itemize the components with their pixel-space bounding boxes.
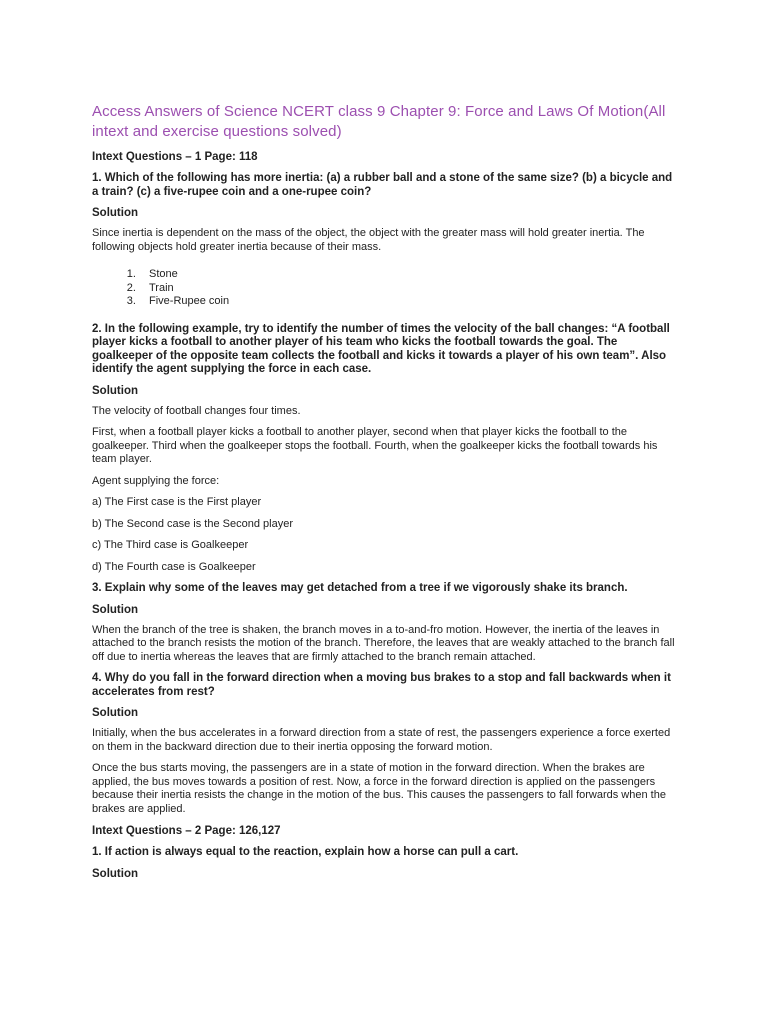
solution-label: Solution <box>92 867 138 880</box>
solution-label: Solution <box>92 384 138 397</box>
question-1: 1. Which of the following has more inertia: (a) a rubber ball and a stone of the same size? (b) a bicycle and a train? (c) a five-rupee coin and a one-rupee coin? <box>92 172 673 198</box>
solution-label: Solution <box>92 207 138 219</box>
answer-1: Since inertia is dependent on the mass of the object, the object with the greater mass will hold greater inertia. The following objects hold greater inertia because of their mass. <box>92 227 645 253</box>
answer-2-paragraph: b) The Second case is the Second player <box>92 517 293 530</box>
answer-2-paragraph: The velocity of football changes four times. <box>92 404 301 417</box>
section-heading-intext-2: Intext Questions – 2 Page: 126,127 <box>92 825 281 837</box>
list-item: 3. Five-Rupee coin <box>139 295 676 309</box>
question-4: 4. Why do you fall in the forward direction when a moving bus brakes to a stop and fall backwards when it accelerates from rest? <box>92 672 671 698</box>
answer-2-paragraph: a) The First case is the First player <box>92 496 262 508</box>
list-item: 1. Stone <box>139 268 676 282</box>
answer-2-paragraph: d) The Fourth case is Goalkeeper <box>92 560 256 573</box>
question-3: 3. Explain why some of the leaves may get detached from a tree if we vigorously shake its branch. <box>92 582 628 594</box>
answer-4-paragraph: Initially, when the bus accelerates in a forward direction from a state of rest, the passengers experience a force exerted on them in the backward direction due to their inertia opposing the forward motion. <box>92 727 671 753</box>
answer-1-list <box>92 268 676 309</box>
list-item: 2. Train <box>139 282 676 296</box>
answer-2-paragraph: c) The Third case is Goalkeeper <box>92 539 249 551</box>
answer-4-paragraph: Once the bus starts moving, the passengers are in a state of motion in the forward direction. When the brakes are applied, the bus moves towards a position of rest. Now, a force in the forward direction is applied on the passengers because their inertia resists the change in the motion of the bus. This causes the passengers to fall forwards when the brakes are applied. <box>92 762 666 815</box>
answer-3: When the branch of the tree is shaken, the branch moves in a to-and-fro motion. However, the inertia of the leaves in attached to the branch resists the motion of the branch. Therefore, the leaves that are weakly attached to the branch fall off due to inertia whereas the leaves that are firmly attached to the branch remain attached. <box>92 623 675 663</box>
page-title: Access Answers of Science NCERT class 9 Chapter 9: Force and Laws Of Motion(All intext and exercise questions solved) <box>92 103 666 140</box>
section-heading-intext-1: Intext Questions – 1 Page: 118 <box>92 151 258 163</box>
answer-2-paragraph: Agent supplying the force: <box>92 474 220 487</box>
question-2-1: 1. If action is always equal to the reaction, explain how a horse can pull a cart. <box>92 846 519 858</box>
question-2: 2. In the following example, try to identify the number of times the velocity of the ball changes: “A football player kicks a football to another player of his team who kicks the football towards the goal. The goalkeeper of the opposite team collects the football and kicks it towards a player of his own team”. Also identify the agent supplying the force in each case. <box>92 322 670 375</box>
solution-label: Solution <box>92 707 138 719</box>
answer-2-paragraph: First, when a football player kicks a football to another player, second when that player kicks the football to the goalkeeper. Third when the goalkeeper stops the football. Fourth, when the goalkeeper kicks the football towards his team player. <box>92 426 658 465</box>
solution-label: Solution <box>92 603 138 616</box>
